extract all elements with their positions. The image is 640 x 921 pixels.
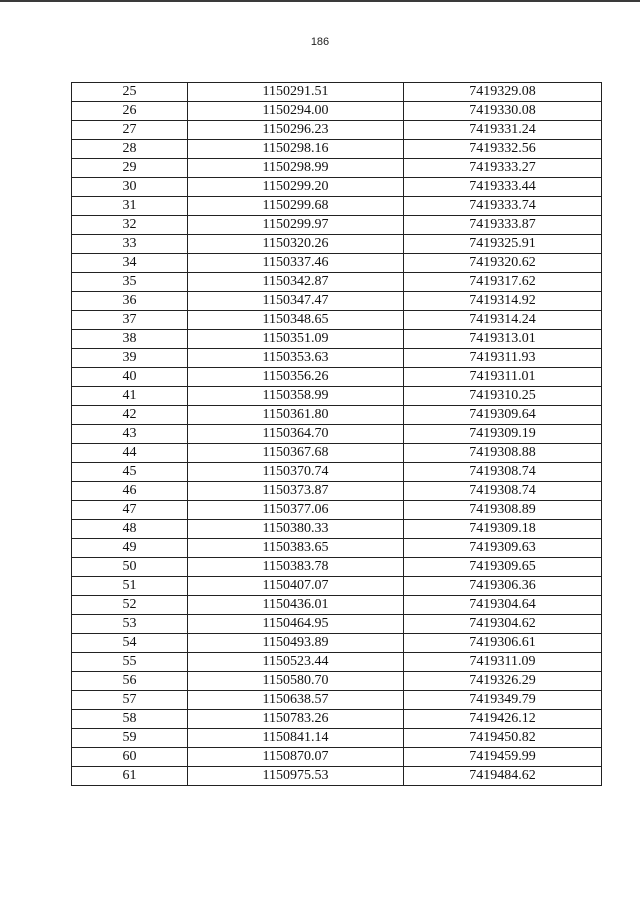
x-coordinate-cell: 1150523.44 — [188, 653, 404, 672]
point-number-cell: 41 — [72, 387, 188, 406]
point-number-cell: 40 — [72, 368, 188, 387]
y-coordinate-cell: 7419308.89 — [404, 501, 602, 520]
y-coordinate-cell: 7419309.64 — [404, 406, 602, 425]
y-coordinate-cell: 7419309.19 — [404, 425, 602, 444]
y-coordinate-cell: 7419309.65 — [404, 558, 602, 577]
x-coordinate-cell: 1150348.65 — [188, 311, 404, 330]
x-coordinate-cell: 1150383.78 — [188, 558, 404, 577]
y-coordinate-cell: 7419426.12 — [404, 710, 602, 729]
x-coordinate-cell: 1150493.89 — [188, 634, 404, 653]
point-number-cell: 27 — [72, 121, 188, 140]
table-row — [72, 368, 602, 387]
table-row — [72, 729, 602, 748]
x-coordinate-cell: 1150364.70 — [188, 425, 404, 444]
point-number-cell: 29 — [72, 159, 188, 178]
point-number-cell: 49 — [72, 539, 188, 558]
x-coordinate-cell: 1150358.99 — [188, 387, 404, 406]
point-number-cell: 33 — [72, 235, 188, 254]
point-number-cell: 34 — [72, 254, 188, 273]
table-row — [72, 387, 602, 406]
coordinates-table — [71, 82, 602, 786]
y-coordinate-cell: 7419308.88 — [404, 444, 602, 463]
table-row — [72, 425, 602, 444]
point-number-cell: 46 — [72, 482, 188, 501]
point-number-cell: 37 — [72, 311, 188, 330]
table-row — [72, 672, 602, 691]
point-number-cell: 57 — [72, 691, 188, 710]
x-coordinate-cell: 1150361.80 — [188, 406, 404, 425]
table-row — [72, 273, 602, 292]
point-number-cell: 48 — [72, 520, 188, 539]
table-row — [72, 254, 602, 273]
table-row — [72, 691, 602, 710]
x-coordinate-cell: 1150783.26 — [188, 710, 404, 729]
y-coordinate-cell: 7419311.09 — [404, 653, 602, 672]
point-number-cell: 61 — [72, 767, 188, 786]
y-coordinate-cell: 7419459.99 — [404, 748, 602, 767]
table-row — [72, 444, 602, 463]
table-row — [72, 767, 602, 786]
table-row — [72, 482, 602, 501]
x-coordinate-cell: 1150299.97 — [188, 216, 404, 235]
x-coordinate-cell: 1150351.09 — [188, 330, 404, 349]
y-coordinate-cell: 7419330.08 — [404, 102, 602, 121]
point-number-cell: 28 — [72, 140, 188, 159]
y-coordinate-cell: 7419308.74 — [404, 463, 602, 482]
x-coordinate-cell: 1150373.87 — [188, 482, 404, 501]
point-number-cell: 45 — [72, 463, 188, 482]
x-coordinate-cell: 1150380.33 — [188, 520, 404, 539]
point-number-cell: 42 — [72, 406, 188, 425]
x-coordinate-cell: 1150347.47 — [188, 292, 404, 311]
y-coordinate-cell: 7419306.36 — [404, 577, 602, 596]
y-coordinate-cell: 7419333.44 — [404, 178, 602, 197]
x-coordinate-cell: 1150870.07 — [188, 748, 404, 767]
x-coordinate-cell: 1150298.16 — [188, 140, 404, 159]
y-coordinate-cell: 7419329.08 — [404, 83, 602, 102]
y-coordinate-cell: 7419333.74 — [404, 197, 602, 216]
table-row — [72, 121, 602, 140]
coordinates-table-body — [72, 83, 602, 786]
point-number-cell: 54 — [72, 634, 188, 653]
point-number-cell: 52 — [72, 596, 188, 615]
point-number-cell: 39 — [72, 349, 188, 368]
point-number-cell: 26 — [72, 102, 188, 121]
y-coordinate-cell: 7419306.61 — [404, 634, 602, 653]
y-coordinate-cell: 7419314.24 — [404, 311, 602, 330]
x-coordinate-cell: 1150294.00 — [188, 102, 404, 121]
point-number-cell: 36 — [72, 292, 188, 311]
table-row — [72, 615, 602, 634]
y-coordinate-cell: 7419309.18 — [404, 520, 602, 539]
x-coordinate-cell: 1150841.14 — [188, 729, 404, 748]
point-number-cell: 35 — [72, 273, 188, 292]
table-row — [72, 292, 602, 311]
x-coordinate-cell: 1150383.65 — [188, 539, 404, 558]
table-row — [72, 406, 602, 425]
y-coordinate-cell: 7419317.62 — [404, 273, 602, 292]
point-number-cell: 38 — [72, 330, 188, 349]
x-coordinate-cell: 1150296.23 — [188, 121, 404, 140]
y-coordinate-cell: 7419484.62 — [404, 767, 602, 786]
x-coordinate-cell: 1150298.99 — [188, 159, 404, 178]
x-coordinate-cell: 1150377.06 — [188, 501, 404, 520]
point-number-cell: 59 — [72, 729, 188, 748]
table-row — [72, 349, 602, 368]
y-coordinate-cell: 7419309.63 — [404, 539, 602, 558]
table-row — [72, 197, 602, 216]
table-row — [72, 653, 602, 672]
y-coordinate-cell: 7419304.62 — [404, 615, 602, 634]
x-coordinate-cell: 1150407.07 — [188, 577, 404, 596]
point-number-cell: 55 — [72, 653, 188, 672]
table-row — [72, 311, 602, 330]
table-row — [72, 710, 602, 729]
y-coordinate-cell: 7419349.79 — [404, 691, 602, 710]
x-coordinate-cell: 1150353.63 — [188, 349, 404, 368]
point-number-cell: 58 — [72, 710, 188, 729]
y-coordinate-cell: 7419332.56 — [404, 140, 602, 159]
point-number-cell: 56 — [72, 672, 188, 691]
table-row — [72, 596, 602, 615]
y-coordinate-cell: 7419313.01 — [404, 330, 602, 349]
y-coordinate-cell: 7419314.92 — [404, 292, 602, 311]
y-coordinate-cell: 7419320.62 — [404, 254, 602, 273]
x-coordinate-cell: 1150367.68 — [188, 444, 404, 463]
point-number-cell: 44 — [72, 444, 188, 463]
point-number-cell: 50 — [72, 558, 188, 577]
point-number-cell: 32 — [72, 216, 188, 235]
y-coordinate-cell: 7419311.01 — [404, 368, 602, 387]
table-row — [72, 216, 602, 235]
x-coordinate-cell: 1150299.20 — [188, 178, 404, 197]
page-number: 186 — [310, 36, 330, 48]
point-number-cell: 60 — [72, 748, 188, 767]
table-row — [72, 577, 602, 596]
y-coordinate-cell: 7419331.24 — [404, 121, 602, 140]
x-coordinate-cell: 1150337.46 — [188, 254, 404, 273]
table-row — [72, 501, 602, 520]
y-coordinate-cell: 7419311.93 — [404, 349, 602, 368]
x-coordinate-cell: 1150975.53 — [188, 767, 404, 786]
point-number-cell: 25 — [72, 83, 188, 102]
x-coordinate-cell: 1150291.51 — [188, 83, 404, 102]
point-number-cell: 47 — [72, 501, 188, 520]
y-coordinate-cell: 7419326.29 — [404, 672, 602, 691]
x-coordinate-cell: 1150356.26 — [188, 368, 404, 387]
y-coordinate-cell: 7419304.64 — [404, 596, 602, 615]
table-row — [72, 102, 602, 121]
x-coordinate-cell: 1150320.26 — [188, 235, 404, 254]
point-number-cell: 43 — [72, 425, 188, 444]
y-coordinate-cell: 7419450.82 — [404, 729, 602, 748]
point-number-cell: 51 — [72, 577, 188, 596]
table-row — [72, 463, 602, 482]
table-row — [72, 159, 602, 178]
x-coordinate-cell: 1150342.87 — [188, 273, 404, 292]
table-row — [72, 83, 602, 102]
table-row — [72, 748, 602, 767]
x-coordinate-cell: 1150580.70 — [188, 672, 404, 691]
y-coordinate-cell: 7419308.74 — [404, 482, 602, 501]
table-row — [72, 520, 602, 539]
table-row — [72, 539, 602, 558]
point-number-cell: 31 — [72, 197, 188, 216]
x-coordinate-cell: 1150464.95 — [188, 615, 404, 634]
table-row — [72, 558, 602, 577]
y-coordinate-cell: 7419325.91 — [404, 235, 602, 254]
x-coordinate-cell: 1150436.01 — [188, 596, 404, 615]
point-number-cell: 30 — [72, 178, 188, 197]
x-coordinate-cell: 1150638.57 — [188, 691, 404, 710]
table-row — [72, 178, 602, 197]
x-coordinate-cell: 1150370.74 — [188, 463, 404, 482]
x-coordinate-cell: 1150299.68 — [188, 197, 404, 216]
y-coordinate-cell: 7419310.25 — [404, 387, 602, 406]
point-number-cell: 53 — [72, 615, 188, 634]
scan-top-edge — [0, 0, 640, 2]
table-row — [72, 330, 602, 349]
y-coordinate-cell: 7419333.27 — [404, 159, 602, 178]
table-row — [72, 235, 602, 254]
y-coordinate-cell: 7419333.87 — [404, 216, 602, 235]
table-row — [72, 140, 602, 159]
table-row — [72, 634, 602, 653]
